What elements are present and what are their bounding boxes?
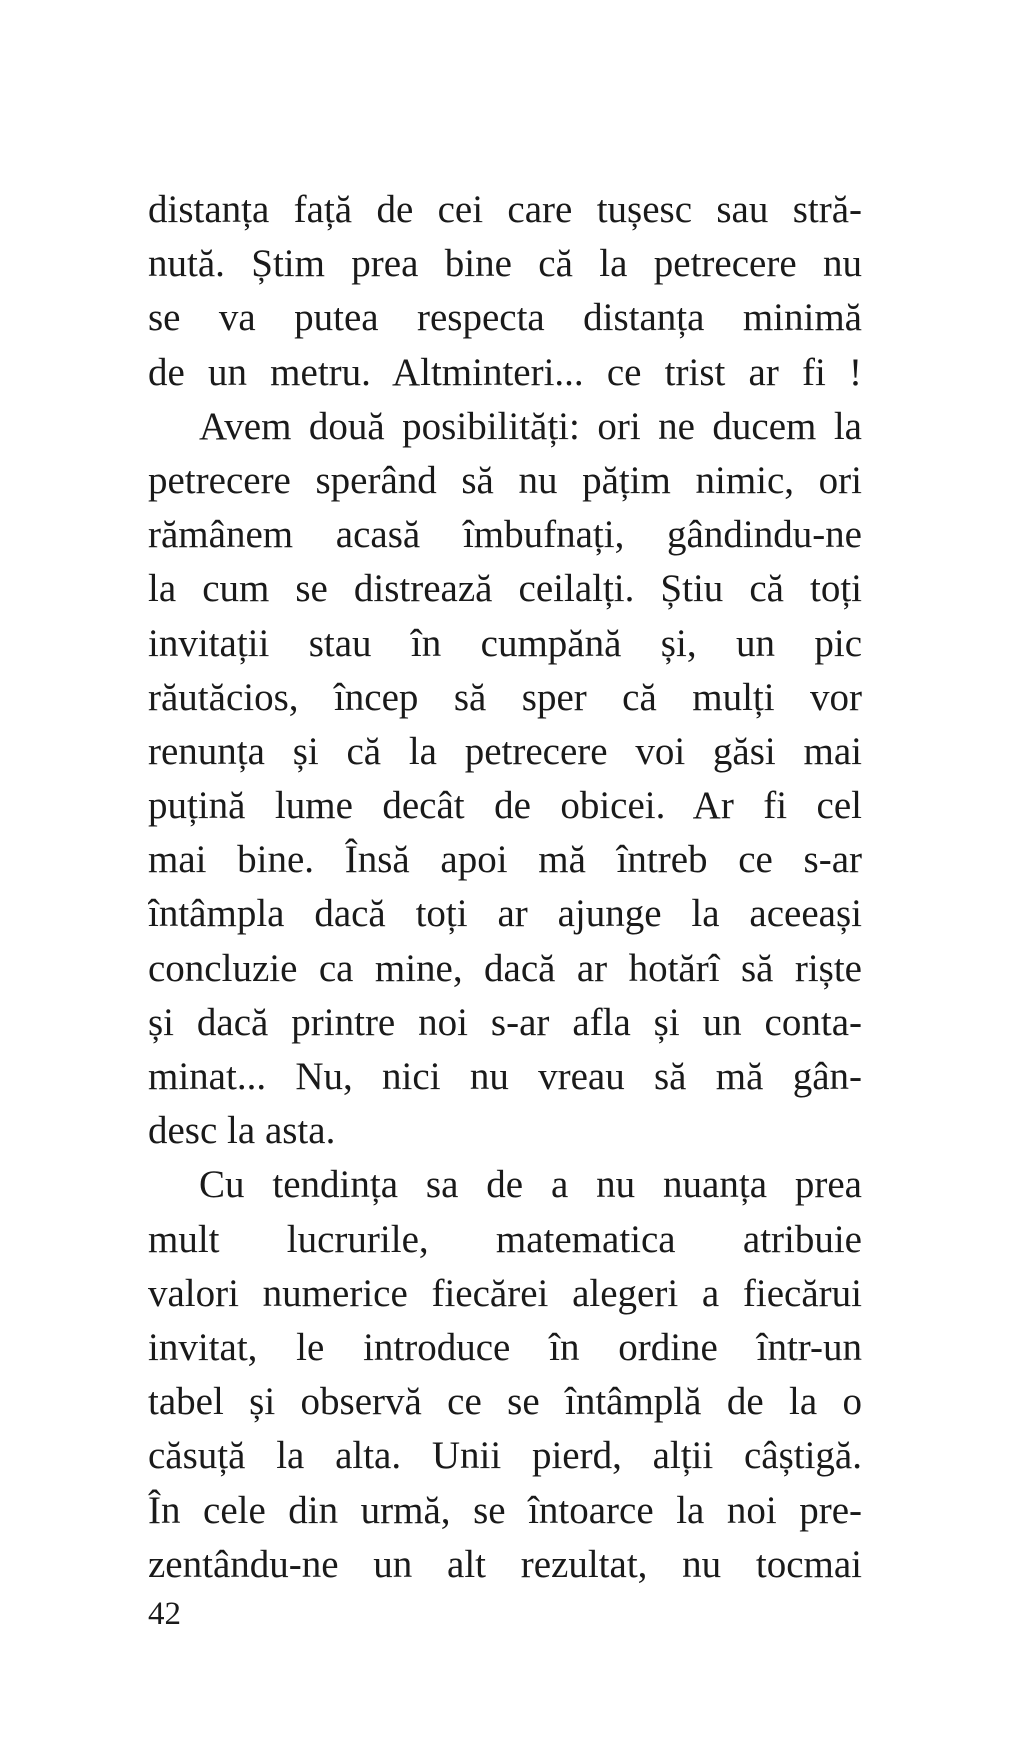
paragraph-end-line: desc la asta.	[148, 1109, 336, 1153]
text-line: mai bine. Însă apoi mă întreb ce s-ar	[148, 838, 862, 882]
text-line: căsuță la alta. Unii pierd, alții câștigă.	[148, 1434, 862, 1478]
text-line: concluzie ca mine, dacă ar hotărî să riște	[148, 946, 862, 990]
page-number: 42	[148, 1596, 181, 1632]
body-text	[148, 183, 862, 1592]
text-line: petrecere sperând să nu pățim nimic, ori	[148, 458, 862, 502]
text-line: se va putea respecta distanța minimă	[148, 296, 862, 340]
text-line: distanța față de cei care tușesc sau stră-	[148, 188, 862, 231]
text-line: nută. Știm prea bine că la petrecere nu	[148, 242, 862, 286]
text-line: tabel și observă ce se întâmplă de la o	[148, 1380, 862, 1424]
text-line: întâmpla dacă toți ar ajunge la aceeași	[148, 892, 862, 936]
text-line: minat... Nu, nici nu vreau să mă gân-	[148, 1055, 862, 1098]
text-line: În cele din urmă, se întoarce la noi pre-	[148, 1488, 862, 1532]
text-line: rămânem acasă îmbufnați, gândindu-ne	[148, 513, 862, 557]
text-line: invitații stau în cumpănă și, un pic	[148, 621, 862, 665]
text-line: valori numerice fiecărei alegeri a fiecărui	[148, 1271, 862, 1315]
text-line: puțină lume decât de obicei. Ar fi cel	[148, 784, 862, 828]
text-line: de un metru. Altminteri... ce trist ar fi !	[148, 350, 862, 394]
text-line: zentându-ne un alt rezultat, nu tocmai	[148, 1542, 862, 1586]
paragraph-start-line: Avem două posibilități: ori ne ducem la	[199, 404, 862, 448]
text-line: răutăcios, încep să sper că mulți vor	[148, 675, 862, 719]
text-line: invitat, le introduce în ordine într-un	[148, 1325, 862, 1369]
text-line: mult lucrurile, matematica atribuie	[148, 1217, 862, 1261]
text-line: și dacă printre noi s-ar afla și un conta-	[148, 1000, 862, 1044]
text-line: renunța și că la petrecere voi găsi mai	[148, 729, 862, 773]
text-line: la cum se distrează ceilalți. Știu că toți	[148, 567, 862, 611]
paragraph-start-line: Cu tendința sa de a nu nuanța prea	[199, 1163, 862, 1207]
